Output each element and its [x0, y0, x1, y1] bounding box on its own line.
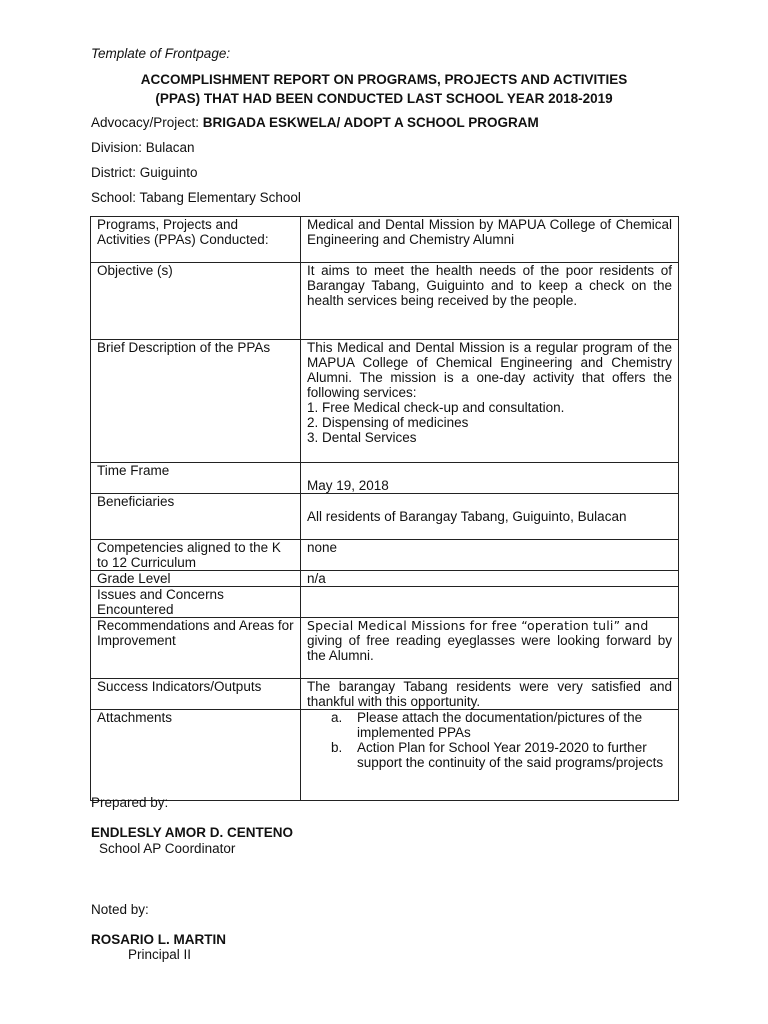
attachments-list — [307, 710, 672, 770]
objective-value-cell: It aims to meet the health needs of the poor residents of Barangay Tabang, Guiguinto and to keep a check on the health services being received by the people. — [301, 263, 679, 340]
competencies-value-cell: none — [301, 540, 679, 571]
success-value-cell: The barangay Tabang residents were very satisfied and thankful with this opportunity. — [301, 679, 679, 710]
ppas-report-table — [90, 216, 679, 801]
list-marker: a. — [331, 710, 343, 725]
competencies-label-cell: Competencies aligned to the K to 12 Curriculum — [91, 540, 301, 571]
attachments-value-cell — [301, 710, 679, 801]
description-text: This Medical and Dental Mission is a regular program of the MAPUA College of Chemical Engineering and Chemistry Alumni. The mission is a one-day activity that offers the following services: — [307, 340, 672, 400]
template-caption: Template of Frontpage: — [91, 46, 231, 61]
report-title-line-2: (PPAS) THAT HAD BEEN CONDUCTED LAST SCHOOL YEAR 2018-2019 — [155, 91, 613, 106]
attachments-label-cell: Attachments — [91, 710, 301, 801]
table-row — [91, 217, 679, 263]
noted-by-position: Principal II — [128, 947, 192, 962]
noted-by-label: Noted by: — [91, 902, 149, 917]
service-item: 3. Dental Services — [307, 430, 417, 445]
timeframe-label-cell: Time Frame — [91, 463, 301, 494]
ppas-value-cell: Medical and Dental Mission by MAPUA College of Chemical Engineering and Chemistry Alumni — [301, 217, 679, 263]
table-row — [91, 263, 679, 340]
prepared-by-position: School AP Coordinator — [99, 841, 236, 856]
advocacy-label: Advocacy/Project: — [91, 115, 203, 130]
noted-by-name: ROSARIO L. MARTIN — [91, 932, 226, 947]
service-item: 2. Dispensing of medicines — [307, 415, 469, 430]
advocacy-value: BRIGADA ESKWELA/ ADOPT A SCHOOL PROGRAM — [202, 115, 539, 130]
description-label-cell: Brief Description of the PPAs — [91, 340, 301, 463]
issues-label-cell: Issues and Concerns Encountered — [91, 587, 301, 618]
school-line: School: Tabang Elementary School — [91, 190, 301, 205]
prepared-by-name: ENDLESLY AMOR D. CENTENO — [91, 825, 294, 840]
table-row — [91, 340, 679, 463]
ppas-label-cell: Programs, Projects and Activities (PPAs) Conducted: — [91, 217, 301, 263]
beneficiaries-label-cell: Beneficiaries — [91, 494, 301, 540]
timeframe-value-cell: May 19, 2018 — [301, 463, 679, 494]
list-item-text: Please attach the documentation/pictures of the implemented PPAs — [357, 710, 643, 740]
table-row — [91, 571, 679, 587]
prepared-by-label: Prepared by: — [91, 795, 169, 810]
table-row — [91, 463, 679, 494]
grade-value-cell: n/a — [301, 571, 679, 587]
table-row — [91, 710, 679, 801]
recommendations-label-cell: Recommendations and Areas for Improvement — [91, 618, 301, 679]
list-marker: b. — [331, 740, 343, 755]
table-row — [91, 618, 679, 679]
table-row — [91, 540, 679, 571]
description-value-cell — [301, 340, 679, 463]
table-row — [91, 679, 679, 710]
division-line: Division: Bulacan — [91, 140, 195, 155]
service-item: 1. Free Medical check-up and consultation. — [307, 400, 565, 415]
recommendations-value-cell — [301, 618, 679, 679]
success-label-cell: Success Indicators/Outputs — [91, 679, 301, 710]
issues-value-cell — [301, 587, 679, 618]
objective-label-cell: Objective (s) — [91, 263, 301, 340]
table-row — [91, 587, 679, 618]
recommendations-text-b: giving of free reading eyeglasses were looking forward by the Alumni. — [307, 633, 672, 663]
list-item — [331, 740, 672, 770]
report-title-line-1: ACCOMPLISHMENT REPORT ON PROGRAMS, PROJECTS AND ACTIVITIES — [140, 72, 628, 87]
recommendations-text-a: Special Medical Missions for free “operation tuli” and — [307, 618, 649, 633]
list-item — [331, 710, 672, 740]
table-row — [91, 494, 679, 540]
beneficiaries-value-cell: All residents of Barangay Tabang, Guiguinto, Bulacan — [301, 494, 679, 540]
list-item-text: Action Plan for School Year 2019-2020 to further support the continuity of the said programs/projects — [357, 740, 664, 770]
advocacy-line — [91, 115, 539, 130]
district-line: District: Guiguinto — [91, 165, 198, 180]
grade-label-cell: Grade Level — [91, 571, 301, 587]
